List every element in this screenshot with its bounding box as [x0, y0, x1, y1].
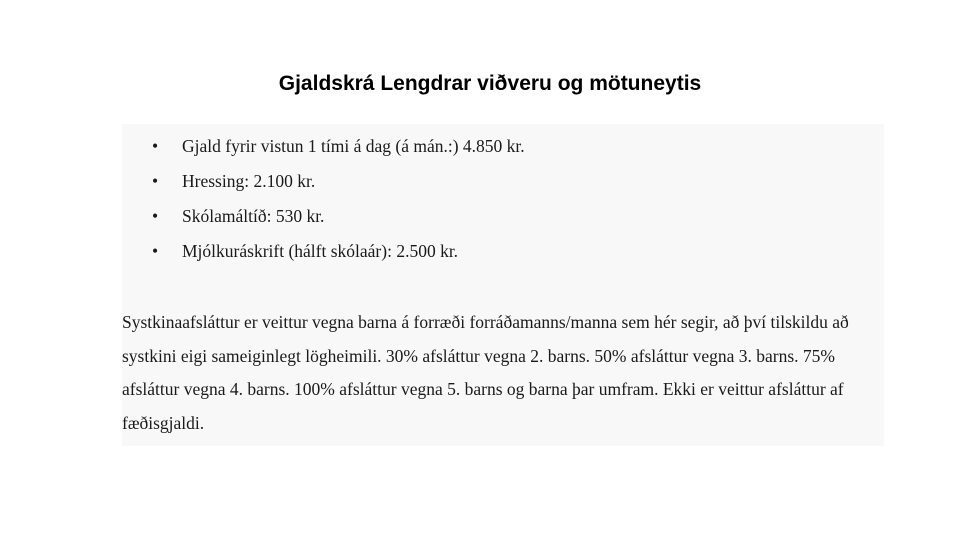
fee-schedule-image	[122, 124, 884, 446]
fee-item-text: Hressing: 2.100 kr.	[182, 171, 316, 191]
fee-item-text: Skólamáltíð: 530 kr.	[182, 206, 325, 226]
bullet-icon: •	[152, 241, 159, 261]
bullet-icon: •	[152, 171, 159, 191]
fee-list	[122, 134, 884, 274]
fee-item-text: Gjald fyrir vistun 1 tími á dag (á mán.:) 4.850 kr.	[182, 136, 525, 156]
bullet-icon: •	[152, 206, 159, 226]
fee-item-text: Mjólkuráskrift (hálft skólaár): 2.500 kr.	[182, 241, 459, 261]
list-item	[122, 134, 884, 169]
slide-title: Gjaldskrá Lengdrar viðveru og mötuneytis	[278, 72, 702, 95]
list-item	[122, 169, 884, 204]
list-item	[122, 204, 884, 239]
list-item	[122, 239, 884, 274]
bullet-icon: •	[152, 136, 159, 156]
sibling-discount-paragraph: Systkinaafsláttur er veittur vegna barna á forræði forráðamanns/manna sem hér segir, að því tilskildu að systkini eigi sameiginlegt lögheimili. 30% afsláttur vegna 2. barns. 50% afsláttur vegna 3. barns. 75% afsláttur vegna 4. barns. 100% afsláttur vegna 5. barns og barna þar umfram. Ekki er veittur afsláttur af fæðisgjaldi.	[122, 312, 849, 433]
